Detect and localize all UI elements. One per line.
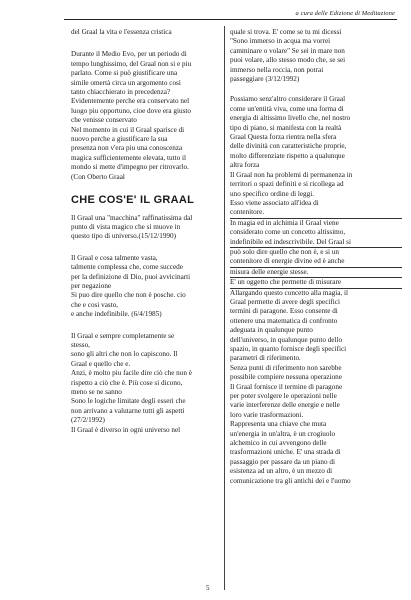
running-header: a cura delle Edizione di Meditazione	[295, 10, 395, 17]
column-divider	[224, 26, 225, 590]
paragraph-immersed	[230, 28, 402, 84]
text-line: Il Graal e sempre completamente se	[71, 331, 175, 340]
text-line: sono gli altri che non lo capiscono. Il	[71, 350, 178, 359]
text-line: luogo piu opportuno, cioe dove era giusto	[71, 106, 191, 115]
text-line: Senza punti di riferimento non sarebbe	[230, 363, 342, 372]
text-line: Rappresenta una chiave che muta	[230, 420, 327, 429]
paragraph-itself	[71, 332, 221, 435]
text-line: punto di vista magico che si muove in	[71, 222, 181, 231]
text-line: nuovo perche a giustificare la sua	[71, 135, 168, 144]
text-line: Esso viene associato all'idea di	[230, 198, 319, 207]
text-line: Evidentemente perche era conservato nel	[71, 97, 190, 106]
text-line: Graal permette di avere degli specifici	[230, 297, 340, 306]
text-line: stesso,	[71, 340, 90, 349]
text-line: E' un oggetto che permette di misurare	[230, 278, 402, 288]
text-line: contenitore di energie divine ed è anche	[230, 257, 402, 267]
text-line: parametri di riferimento.	[230, 354, 301, 363]
text-line: questo tipo di universo.(15/12/1990)	[71, 232, 177, 241]
text-line: possibile compiere nessuna operazione	[230, 373, 342, 382]
text-line: Il Graal fornisce il termine di paragone	[230, 382, 343, 391]
text-line: talmente complessa che, come succede	[71, 263, 183, 272]
text-line: Possiamo senz'altro considerare il Graal	[230, 95, 346, 104]
section-title: CHE COS'E' IL GRAAL	[71, 194, 195, 207]
paragraph-middle-ages	[71, 50, 221, 182]
text-line: per poter svolgere le operazioni nelle	[230, 392, 337, 401]
text-line: territori o spazi definiti e si ricollega ad	[230, 180, 344, 189]
text-line: Si puo dire quello che non è posche. cio	[71, 291, 186, 300]
text-line: tempo lunghissimo, del Graal non si e piu	[71, 59, 192, 68]
text-line: energia di altissimo livello che, nel nostro	[230, 114, 351, 123]
text-line: comunicazione tra gli antichi dei e l'uomo	[230, 476, 351, 485]
text-line: Il Graal è diverso in ogni universo nel	[71, 425, 181, 434]
text-line: Il Graal una "macchina" raffinatissima dal	[71, 213, 193, 222]
text-line: altra forza	[230, 161, 260, 170]
text-line: passeggiare (3/12/1992)	[230, 75, 300, 84]
text-line: può solo dire quello che non è, e si un	[230, 247, 339, 256]
right-column	[230, 28, 402, 492]
text-line: camminare o volare" Se sei in mare non	[230, 46, 345, 55]
text-line: considerato come un concetto altissimo,	[230, 228, 346, 237]
text-line: Anzi, è molto piu facile dire ciò che non è	[71, 369, 192, 378]
text-line: Durante il Medio Evo, per un periodo di	[71, 50, 187, 59]
text-line: per negazione	[71, 281, 112, 290]
text-line: quale si trova. E' come se tu mi dicessi	[230, 28, 342, 36]
text-line: uno specifico ordine di leggi.	[230, 189, 315, 198]
text-line: puoi volare, allo stesso modo che, se sei	[230, 56, 346, 65]
text-line: termini di paragone. Esso consente di	[230, 307, 338, 316]
text-line: presenza non v'era piu una conoscenza	[71, 144, 183, 153]
header-rule	[64, 19, 397, 20]
text-line: rispetto a ciò che è. Più cose si dicono,	[71, 378, 183, 387]
text-line: magica sufficientemente elevata, tutto il	[71, 153, 187, 162]
text-line: che e cosi vasto,	[71, 300, 119, 309]
paragraph-vast	[71, 254, 221, 320]
text-line: meno se ne sanno	[71, 388, 122, 396]
text-line: adeguata in qualunque punto	[230, 326, 313, 335]
text-line: contenitore.	[230, 208, 402, 218]
text-line: In magia ed in alchimia il Graal viene	[230, 218, 339, 227]
text-line: esistenza ad un altro, è un mezzo di	[230, 467, 333, 476]
text-line: tanto chiacchierato in precedenza?	[71, 88, 171, 97]
text-line: che venisse conservato	[71, 116, 137, 125]
text-line: spazio, in quanto fornisce degli specifici	[230, 345, 347, 353]
text-line: e anche indefinibile. (6/4/1985)	[71, 310, 162, 319]
text-line: Il Graal e cosa talmente vasta,	[71, 253, 158, 262]
text-line: ottenere una matematica di confronto	[230, 316, 338, 325]
text-line: passaggio per passare da un piano di	[230, 457, 335, 466]
text-line: trasformazioni uniche. E' una strada di	[230, 448, 341, 457]
text-line: indefinibile ed indescrivibile. Del Graal si	[230, 238, 402, 248]
text-line: tipo di piano, si manifesta con la realtà	[230, 123, 342, 132]
text-line: delle divinità con caratteristiche proprie,	[230, 142, 347, 151]
paragraph-machine	[71, 214, 221, 242]
text-line: non arrivano a valutarne tutti gli aspetti	[71, 406, 185, 415]
text-line: Graal e quello che e.	[71, 359, 131, 368]
text-line: mondo si mette d'impegno per ritrovarlo.	[71, 163, 189, 172]
text-line: misura delle energie stesse.	[230, 268, 402, 278]
text-line: Sono le logiche limitate degli esseri che	[71, 397, 186, 406]
text-line: dell'universo, in qualunque punto dello	[230, 335, 343, 344]
text-line: Allargando questo concetto alla magia, il	[230, 288, 349, 297]
text-line: "Sono immerso in acqua ma vorrei	[230, 37, 331, 46]
text-line: immerso nella roccia, non potrai	[230, 65, 324, 74]
text-line: per la definizione di Dio, puoi avvicinarti	[71, 272, 191, 281]
text-line: varie interferenze delle energie e nelle	[230, 401, 340, 410]
text-line: (27/2/1992)	[71, 416, 105, 425]
text-line: (Con Oberto Graal	[71, 172, 125, 181]
text-line: Il Graal non ha problemi di permanenza in	[230, 170, 353, 179]
text-line: loro varie trasformazioni.	[230, 410, 304, 419]
page-number: 5	[206, 584, 210, 592]
paragraph-living-entity	[230, 95, 402, 486]
text-line: un'energia in un'altra, è un crogiuolo	[230, 429, 336, 438]
text-line: molto differenziate rispetto a qualunque	[230, 151, 345, 160]
text-line: parlato. Come si può giustificare una	[71, 69, 178, 78]
text-line: alchemico in cui avvengono delle	[230, 439, 327, 448]
text-line: simile omertà circa un argomento così	[71, 78, 181, 87]
text-line: Graal Questa forza rientra nella sfera	[230, 133, 337, 142]
intro-line	[71, 28, 221, 37]
left-column	[71, 28, 221, 441]
text-line: come un'entità viva, come una forma di	[230, 104, 344, 113]
text-line: Nel momento in cui il Graal sparisce di	[71, 125, 185, 134]
text-line: del Graal la vita e l'essenza cristica	[71, 28, 172, 36]
